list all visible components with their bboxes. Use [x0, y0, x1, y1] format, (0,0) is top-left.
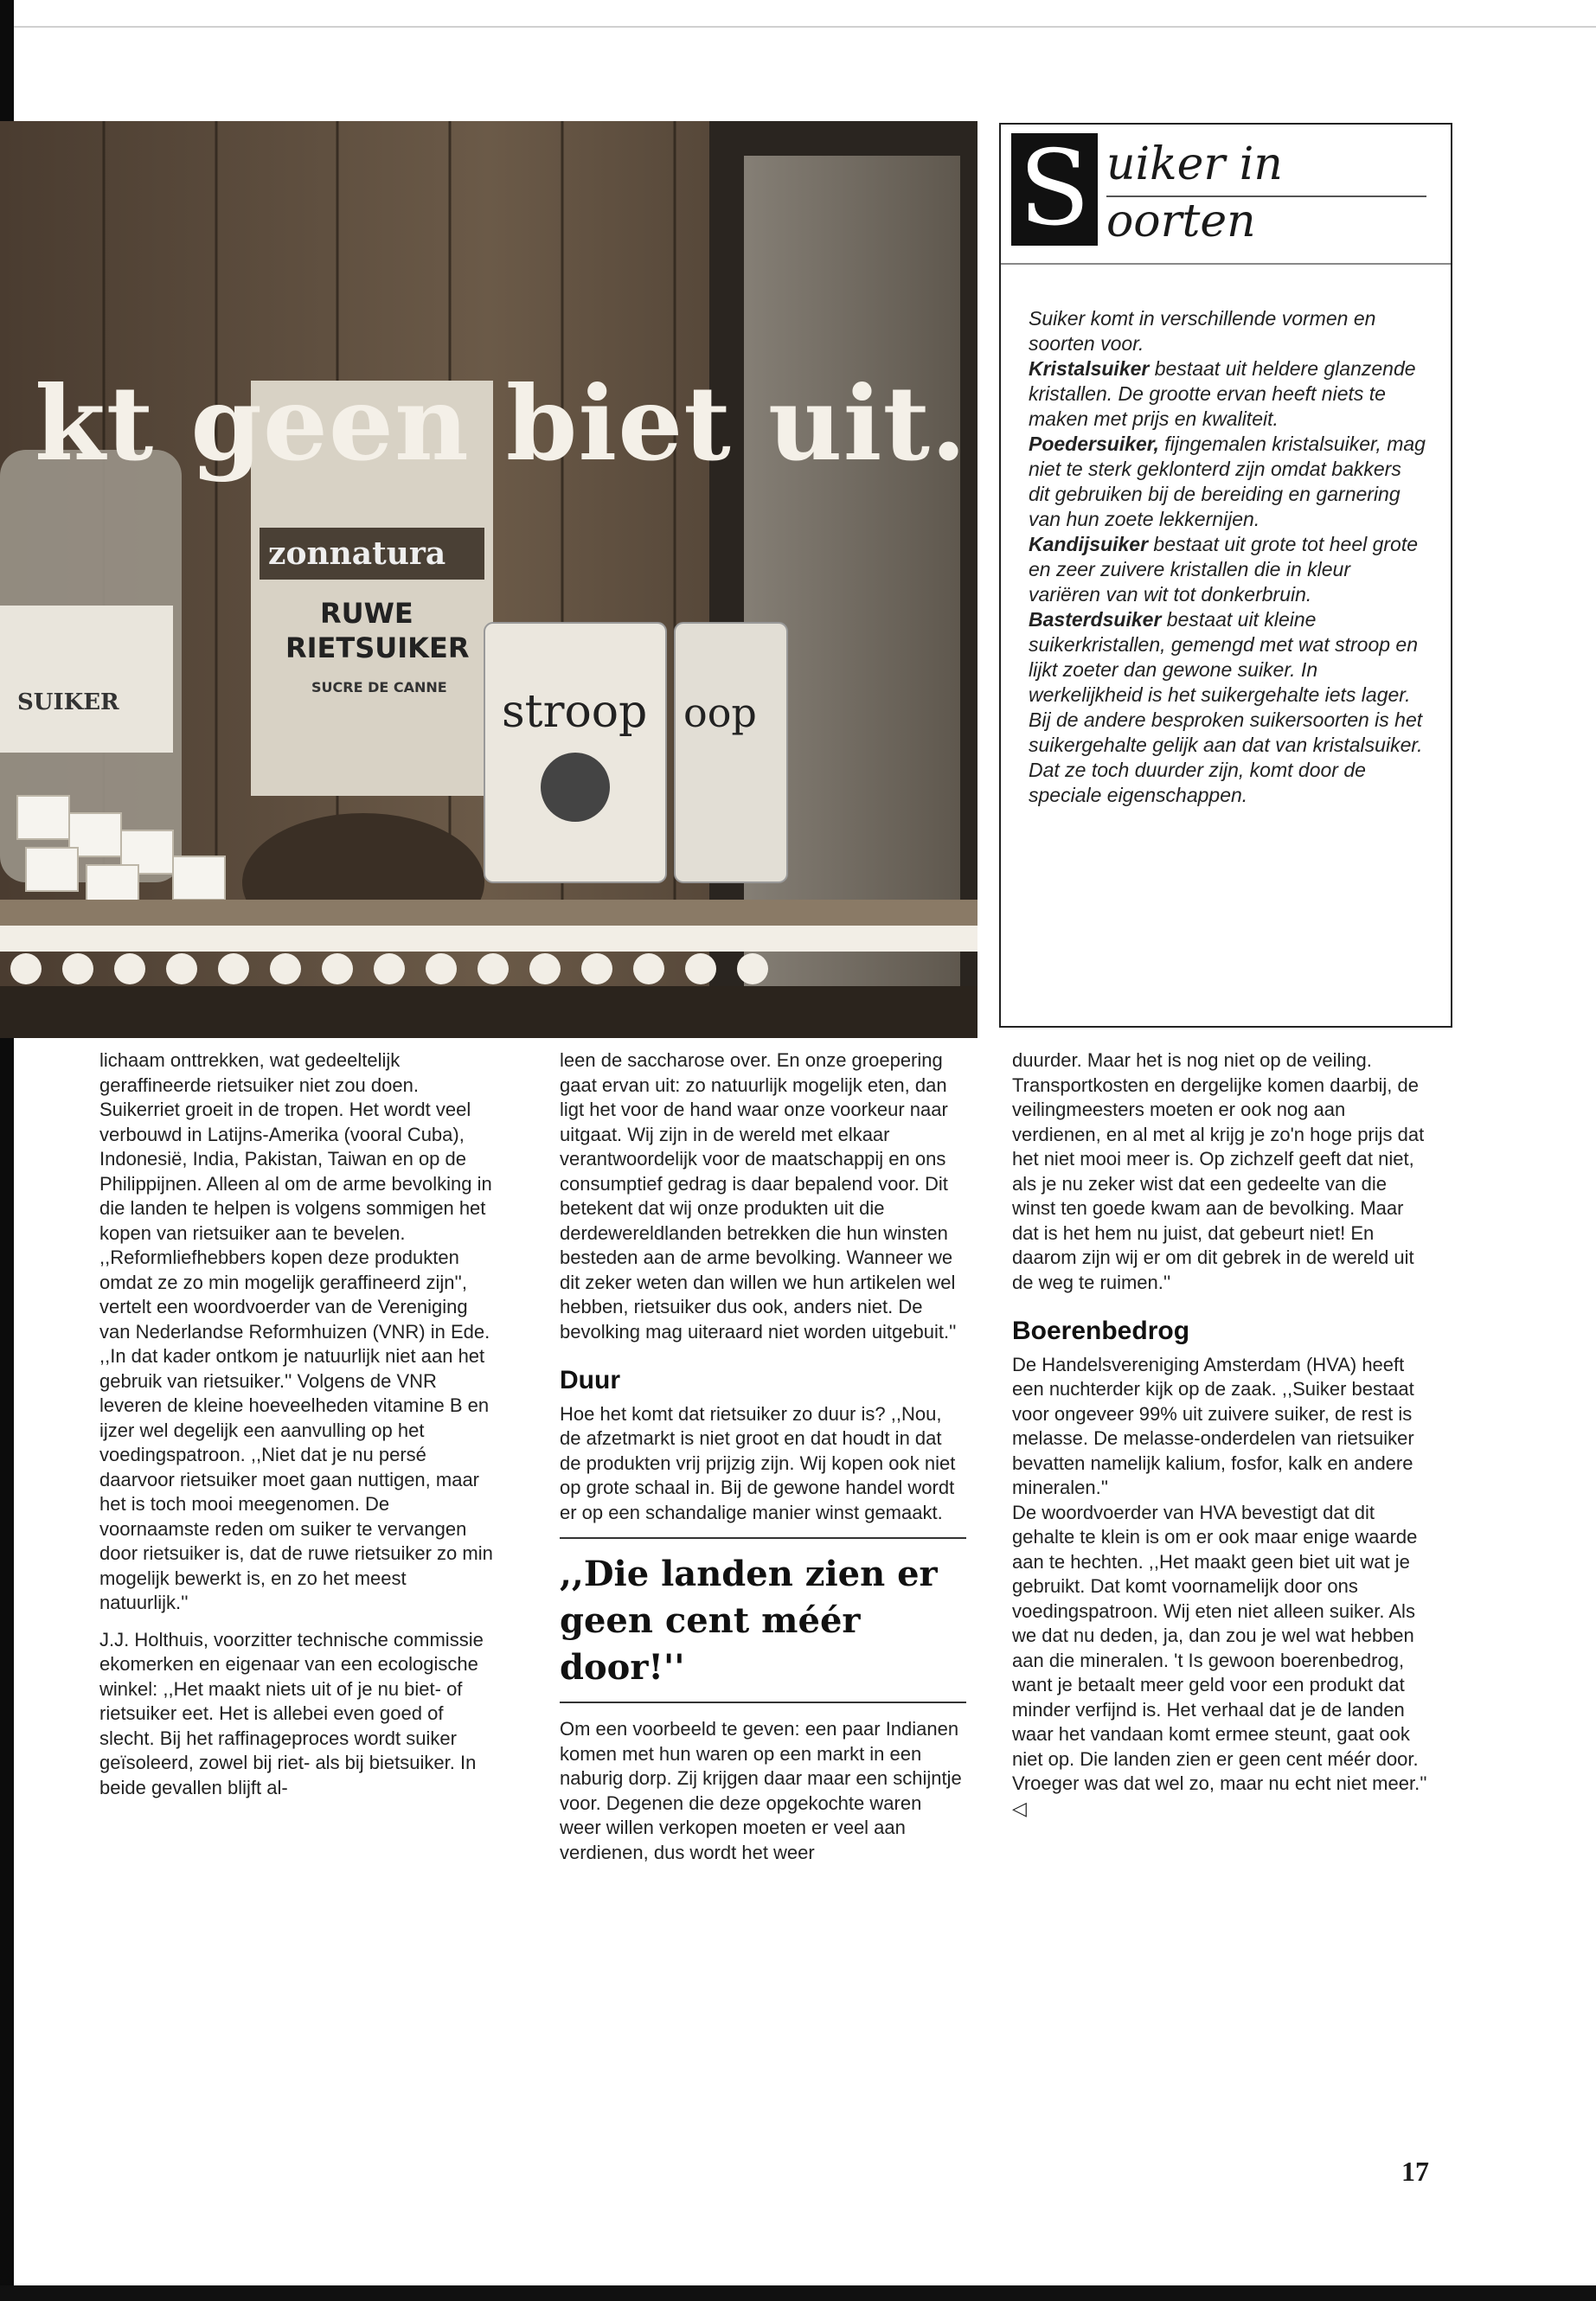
pull-quote: ,,Die landen zien er geen cent méér door!''	[560, 1537, 966, 1703]
jar-label: SUIKER	[17, 689, 119, 715]
page-number: 17	[1401, 2156, 1429, 2187]
sidebar-item-term: Poedersuiker,	[1029, 433, 1159, 455]
paragraph: duurder. Maar het is nog niet op de veiling. Transportkosten en dergelijke komen daarbij, de veilingmeesters moeten er ook nog aan verdienen, en al met al krijg je zo'n hoge prijs dat het niet mooi meer is. Op zichzelf geeft dat niet, als je nu zeker wist dat een gedeelte van die winst ten goede kwam aan de bevolking. Maar dat is het hem nu juist, dat gebeurt niet! En daarom zijn wij er om dit gebrek in de wereld uit de weg te ruimen.''	[1012, 1049, 1425, 1293]
photo-illustration	[0, 121, 977, 1038]
article-column-1	[99, 1048, 497, 1800]
sidebar-item-text: bestaat uit heldere glanzende kristallen. De grootte ervan heeft niets te maken met prijs en kwaliteit.	[1029, 357, 1416, 430]
sidebar-title-line2: oorten	[1106, 195, 1256, 247]
subhead-duur: Duur	[560, 1366, 620, 1394]
sidebar-outro: Bij de andere besproken suikersoorten is het suikergehalte gelijk aan dat van kristalsuiker. Dat ze toch duurder zijn, komt door de speciale eigenschappen.	[1029, 708, 1423, 806]
paragraph: leen de saccharose over. En onze groepering gaat ervan uit: zo natuurlijk mogelijk eten, dan ligt het voor de hand waar onze voorkeur naar uitgaat. Wij zijn in de wereld met elkaar verantwoordelijk voor de maatschappij en ons consumptief gedrag is daar bepalend voor. Dit betekent dat wij onze produkten uit die derdewereldlanden betrekken die hun winsten besteden aan de arme bevolking. Wanneer we dit zeker weten dan willen we hun artikelen wel hebben, rietsuiker dus ook, anders niet. De bevolking mag uiteraard niet worden uitgebuit.''	[560, 1049, 957, 1343]
sidebar-initial: S	[1011, 133, 1098, 246]
paragraph: lichaam onttrekken, wat gedeeltelijk geraffineerde rietsuiker niet zou doen.	[99, 1049, 419, 1096]
sidebar-title	[1011, 129, 1435, 249]
paragraph: Hoe het komt dat rietsuiker zo duur is? ,,Nou, de afzetmarkt is niet groot en dat houdt in dat de produkten vrij prijzig zijn. Wij kopen ook niet op grote schaal in. Bij de gewone handel wordt er op een schandalige manier winst gemaakt.	[560, 1402, 956, 1523]
subhead-boerenbedrog: Boerenbedrog	[1012, 1317, 1190, 1345]
bag-line2: RIETSUIKER	[285, 631, 470, 664]
tub-right-label: oop	[683, 689, 757, 736]
sidebar-body	[1029, 306, 1426, 808]
sidebar-item-term: Basterdsuiker	[1029, 608, 1162, 631]
sidebar-intro: Suiker komt in verschillende vormen en soorten voor.	[1029, 307, 1376, 355]
sidebar-item-text: bestaat uit kleine suikerkristallen, gemengd met wat stroop en lijkt zoeter dan gewone suiker. In werkelijkheid is het suikergehalte iets lager.	[1029, 608, 1418, 706]
paragraph: De Handelsvereniging Amsterdam (HVA) heeft een nuchterder kijk op de zaak. ,,Suiker bestaat voor ongeveer 99% uit zuivere suiker, de rest is melasse. De melasse-onderdelen van rietsuiker bevatten namelijk kalium, fosfor, kalk en andere mineralen.''	[1012, 1353, 1414, 1498]
paragraph: Suikerriet groeit in de tropen. Het wordt veel verbouwd in Latijns-Amerika (vooral Cuba), Indonesië, India, Pakistan, Taiwan en op de Philippijnen. Alleen al om de arme bevolking in die landen te helpen is volgens sommigen het kopen van rietsuiker aan te bevelen.	[99, 1099, 492, 1244]
paragraph: J.J. Holthuis, voorzitter technische commissie ekomerken en eigenaar van een ecologische winkel: ,,Het maakt niets uit of je nu biet- of rietsuiker eet. Het is allebei even goed of slecht. Bij het raffinageproces wordt suiker geïsoleerd, zowel bij riet- als bij bietsuiker. In beide gevallen blijft al-	[99, 1628, 484, 1798]
sidebar-divider	[1001, 263, 1451, 265]
article-headline: kt geen biet uit.	[35, 363, 968, 484]
bag-line3: SUCRE DE CANNE	[311, 679, 447, 695]
sidebar-item-text: fijngemalen kristalsuiker, mag niet te sterk geklonterd zijn omdat bakkers dit gebruiken bij de bereiding en garnering van hun zoete lekkernijen.	[1029, 433, 1426, 530]
article-column-2	[560, 1048, 966, 1865]
paragraph: De woordvoerder van HVA bevestigt dat dit gehalte te klein is om er ook maar enige waarde aan te hechten. ,,Het maakt geen biet uit wat je gebruikt. Dat komt voornamelijk door ons voedingspatroon. Wij eten niet alleen suiker. Als we dat nu deden, ja, dan zou je wel wat hebben aan die mineralen. 't Is gewoon boerenbedrog, want je betaalt meer geld voor een produkt dat minder verfijnd is. Het verhaal dat je de landen waar het vandaan komt ermee steunt, gaat ook niet op. Die landen zien er geen cent méér door. Vroeger was dat wel zo, maar nu echt niet meer.'' ◁	[1012, 1501, 1427, 1819]
paragraph: ,,Reformliefhebbers kopen deze produkten omdat ze zo min mogelijk geraffineerd zijn'', vertelt een woordvoerder van de Vereniging van Nederlandse Reformhuizen (VNR) in Ede. ,,In dat kader ontkom je natuurlijk niet aan het gebruik van rietsuiker.'' Volgens de VNR leveren de kleine hoeveelheden vitamine B en ijzer wel degelijk een aanvulling op het voedingspatroon. ,,Niet dat je nu persé daarvoor rietsuiker moet gaan nuttigen, maar het is toch mooi meegenomen. De voornaamste reden om suiker te vervangen door rietsuiker is, dat de ruwe rietsuiker zo min mogelijk bewerkt is, en zo het meest natuurlijk.''	[99, 1247, 493, 1613]
paragraph: Om een voorbeeld te geven: een paar Indianen komen met hun waren op een markt in een naburig dorp. Zij krijgen daar maar een schijntje voor. Degenen die deze opgekochte waren weer willen verkopen moeten er veel aan verdienen, dus wordt het weer	[560, 1718, 962, 1863]
article-photo	[0, 121, 977, 1038]
sidebar-item-text: bestaat uit grote tot heel grote en zeer zuivere kristallen die in kleur variëren van wit tot donkerbruin.	[1029, 533, 1419, 606]
sidebar-item-term: Kristalsuiker	[1029, 357, 1150, 380]
sidebar-box	[999, 123, 1452, 1028]
sidebar-item-term: Kandijsuiker	[1029, 533, 1149, 555]
sidebar-title-line1: uiker in	[1106, 138, 1283, 190]
sidebar-item	[1029, 356, 1426, 432]
bag-line1: RUWE	[320, 597, 413, 630]
scan-edge-top	[14, 0, 1596, 28]
sidebar-item	[1029, 532, 1426, 607]
bag-brand: zonnatura	[268, 535, 446, 572]
article-column-3	[1012, 1048, 1427, 1821]
tub-label: stroop	[502, 686, 648, 738]
scan-edge-bottom	[0, 2285, 1596, 2301]
sidebar-item	[1029, 607, 1426, 708]
sidebar-item	[1029, 432, 1426, 532]
